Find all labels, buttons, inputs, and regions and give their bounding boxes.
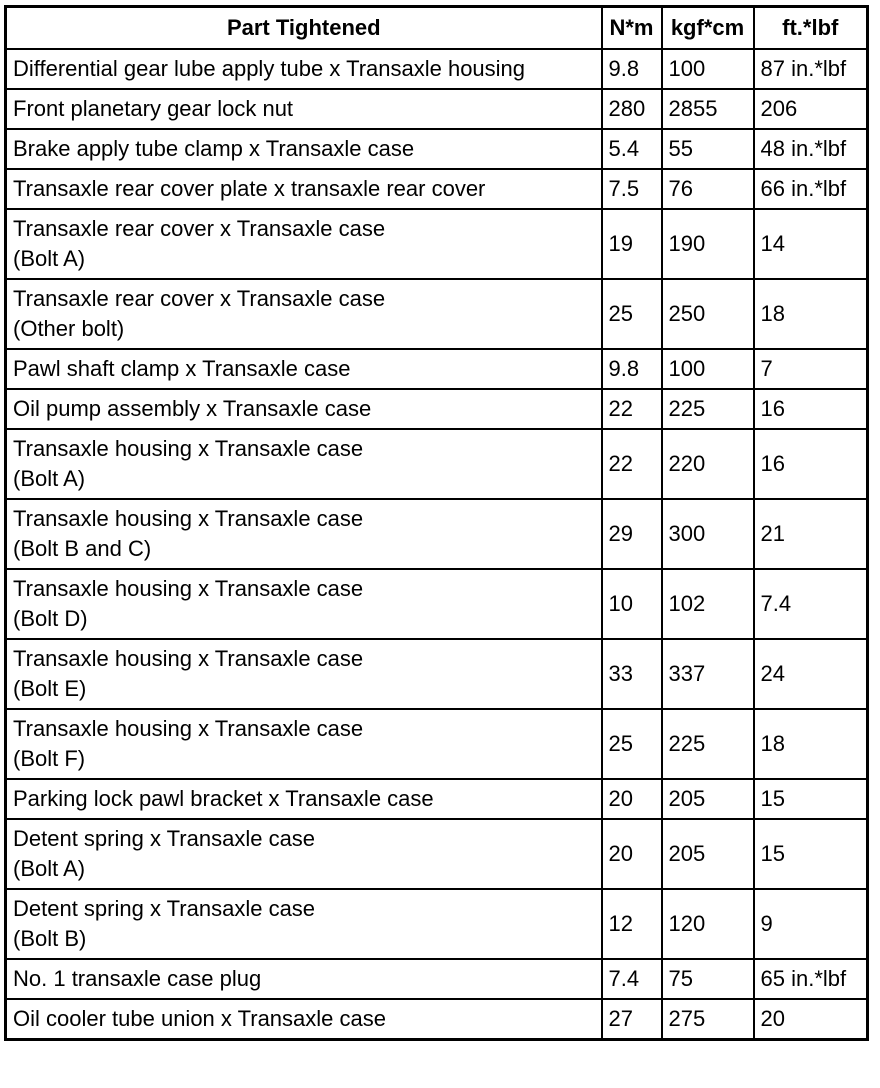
kgfcm-value: 205 — [662, 819, 754, 889]
nm-value: 5.4 — [602, 129, 662, 169]
table-row — [6, 999, 868, 1040]
table-row — [6, 49, 868, 89]
ftlbf-value: 87 in.*lbf — [754, 49, 868, 89]
part-name: Oil cooler tube union x Transaxle case — [13, 1006, 386, 1031]
nm-value: 25 — [602, 279, 662, 349]
nm-value: 20 — [602, 779, 662, 819]
nm-value: 10 — [602, 569, 662, 639]
part-name: Pawl shaft clamp x Transaxle case — [13, 356, 351, 381]
torque-spec-table — [4, 5, 869, 1041]
ftlbf-value: 206 — [754, 89, 868, 129]
ftlbf-value: 66 in.*lbf — [754, 169, 868, 209]
ftlbf-value: 21 — [754, 499, 868, 569]
nm-value: 7.5 — [602, 169, 662, 209]
part-bolt-note: (Bolt F) — [13, 746, 86, 771]
part-cell — [6, 389, 602, 429]
part-name: Differential gear lube apply tube x Transaxle housing — [13, 56, 526, 81]
part-bolt-note: (Bolt A) — [13, 856, 86, 881]
ftlbf-value: 7 — [754, 349, 868, 389]
ftlbf-value: 7.4 — [754, 569, 868, 639]
part-cell — [6, 89, 602, 129]
part-name: Transaxle housing x Transaxle case — [13, 576, 364, 601]
table-row — [6, 889, 868, 959]
table-row — [6, 389, 868, 429]
part-name: Transaxle rear cover plate x transaxle rear cover — [13, 176, 486, 201]
part-cell — [6, 429, 602, 499]
torque-spec-table-container — [4, 5, 866, 1041]
nm-value: 9.8 — [602, 349, 662, 389]
part-cell — [6, 499, 602, 569]
part-bolt-note: (Bolt A) — [13, 466, 86, 491]
ftlbf-value: 15 — [754, 779, 868, 819]
part-cell — [6, 779, 602, 819]
kgfcm-value: 76 — [662, 169, 754, 209]
header-nm: N*m — [602, 7, 662, 50]
kgfcm-value: 250 — [662, 279, 754, 349]
nm-value: 12 — [602, 889, 662, 959]
part-cell — [6, 999, 602, 1040]
part-name: Transaxle rear cover x Transaxle case — [13, 286, 386, 311]
part-cell — [6, 709, 602, 779]
table-body — [6, 49, 868, 1040]
part-bolt-note: (Bolt E) — [13, 676, 87, 701]
table-row — [6, 959, 868, 999]
nm-value: 280 — [602, 89, 662, 129]
part-bolt-note: (Bolt D) — [13, 606, 88, 631]
kgfcm-value: 220 — [662, 429, 754, 499]
table-row — [6, 279, 868, 349]
part-name: Transaxle rear cover x Transaxle case — [13, 216, 386, 241]
part-name: Detent spring x Transaxle case — [13, 826, 316, 851]
part-cell — [6, 209, 602, 279]
kgfcm-value: 100 — [662, 349, 754, 389]
table-row — [6, 779, 868, 819]
ftlbf-value: 24 — [754, 639, 868, 709]
part-name: Front planetary gear lock nut — [13, 96, 294, 121]
table-row — [6, 169, 868, 209]
kgfcm-value: 2855 — [662, 89, 754, 129]
kgfcm-value: 75 — [662, 959, 754, 999]
part-bolt-note: (Bolt B) — [13, 926, 87, 951]
part-name: No. 1 transaxle case plug — [13, 966, 262, 991]
ftlbf-value: 18 — [754, 279, 868, 349]
ftlbf-value: 65 in.*lbf — [754, 959, 868, 999]
nm-value: 27 — [602, 999, 662, 1040]
table-row — [6, 129, 868, 169]
nm-value: 9.8 — [602, 49, 662, 89]
header-part-tightened: Part Tightened — [6, 7, 602, 50]
part-bolt-note: (Bolt B and C) — [13, 536, 152, 561]
nm-value: 20 — [602, 819, 662, 889]
nm-value: 22 — [602, 389, 662, 429]
ftlbf-value: 16 — [754, 429, 868, 499]
ftlbf-value: 20 — [754, 999, 868, 1040]
part-bolt-note: (Bolt A) — [13, 246, 86, 271]
part-name: Brake apply tube clamp x Transaxle case — [13, 136, 415, 161]
part-name: Oil pump assembly x Transaxle case — [13, 396, 372, 421]
part-cell — [6, 959, 602, 999]
nm-value: 19 — [602, 209, 662, 279]
part-cell — [6, 169, 602, 209]
table-row — [6, 429, 868, 499]
table-header-row — [6, 7, 868, 50]
kgfcm-value: 275 — [662, 999, 754, 1040]
kgfcm-value: 100 — [662, 49, 754, 89]
part-cell — [6, 279, 602, 349]
part-name: Transaxle housing x Transaxle case — [13, 646, 364, 671]
nm-value: 25 — [602, 709, 662, 779]
ftlbf-value: 48 in.*lbf — [754, 129, 868, 169]
kgfcm-value: 102 — [662, 569, 754, 639]
table-row — [6, 499, 868, 569]
part-name: Transaxle housing x Transaxle case — [13, 506, 364, 531]
part-cell — [6, 49, 602, 89]
part-cell — [6, 349, 602, 389]
nm-value: 7.4 — [602, 959, 662, 999]
kgfcm-value: 120 — [662, 889, 754, 959]
ftlbf-value: 14 — [754, 209, 868, 279]
part-cell — [6, 889, 602, 959]
part-bolt-note: (Other bolt) — [13, 316, 125, 341]
table-row — [6, 89, 868, 129]
part-name: Transaxle housing x Transaxle case — [13, 436, 364, 461]
part-cell — [6, 129, 602, 169]
nm-value: 33 — [602, 639, 662, 709]
nm-value: 29 — [602, 499, 662, 569]
kgfcm-value: 190 — [662, 209, 754, 279]
part-cell — [6, 569, 602, 639]
kgfcm-value: 205 — [662, 779, 754, 819]
part-cell — [6, 819, 602, 889]
nm-value: 22 — [602, 429, 662, 499]
table-row — [6, 209, 868, 279]
table-row — [6, 819, 868, 889]
header-ftlbf: ft.*lbf — [754, 7, 868, 50]
header-kgfcm: kgf*cm — [662, 7, 754, 50]
ftlbf-value: 18 — [754, 709, 868, 779]
part-name: Transaxle housing x Transaxle case — [13, 716, 364, 741]
table-row — [6, 639, 868, 709]
ftlbf-value: 9 — [754, 889, 868, 959]
kgfcm-value: 55 — [662, 129, 754, 169]
kgfcm-value: 300 — [662, 499, 754, 569]
table-row — [6, 569, 868, 639]
ftlbf-value: 15 — [754, 819, 868, 889]
kgfcm-value: 225 — [662, 389, 754, 429]
table-row — [6, 349, 868, 389]
kgfcm-value: 337 — [662, 639, 754, 709]
kgfcm-value: 225 — [662, 709, 754, 779]
part-name: Detent spring x Transaxle case — [13, 896, 316, 921]
part-name: Parking lock pawl bracket x Transaxle case — [13, 786, 434, 811]
ftlbf-value: 16 — [754, 389, 868, 429]
table-row — [6, 709, 868, 779]
part-cell — [6, 639, 602, 709]
